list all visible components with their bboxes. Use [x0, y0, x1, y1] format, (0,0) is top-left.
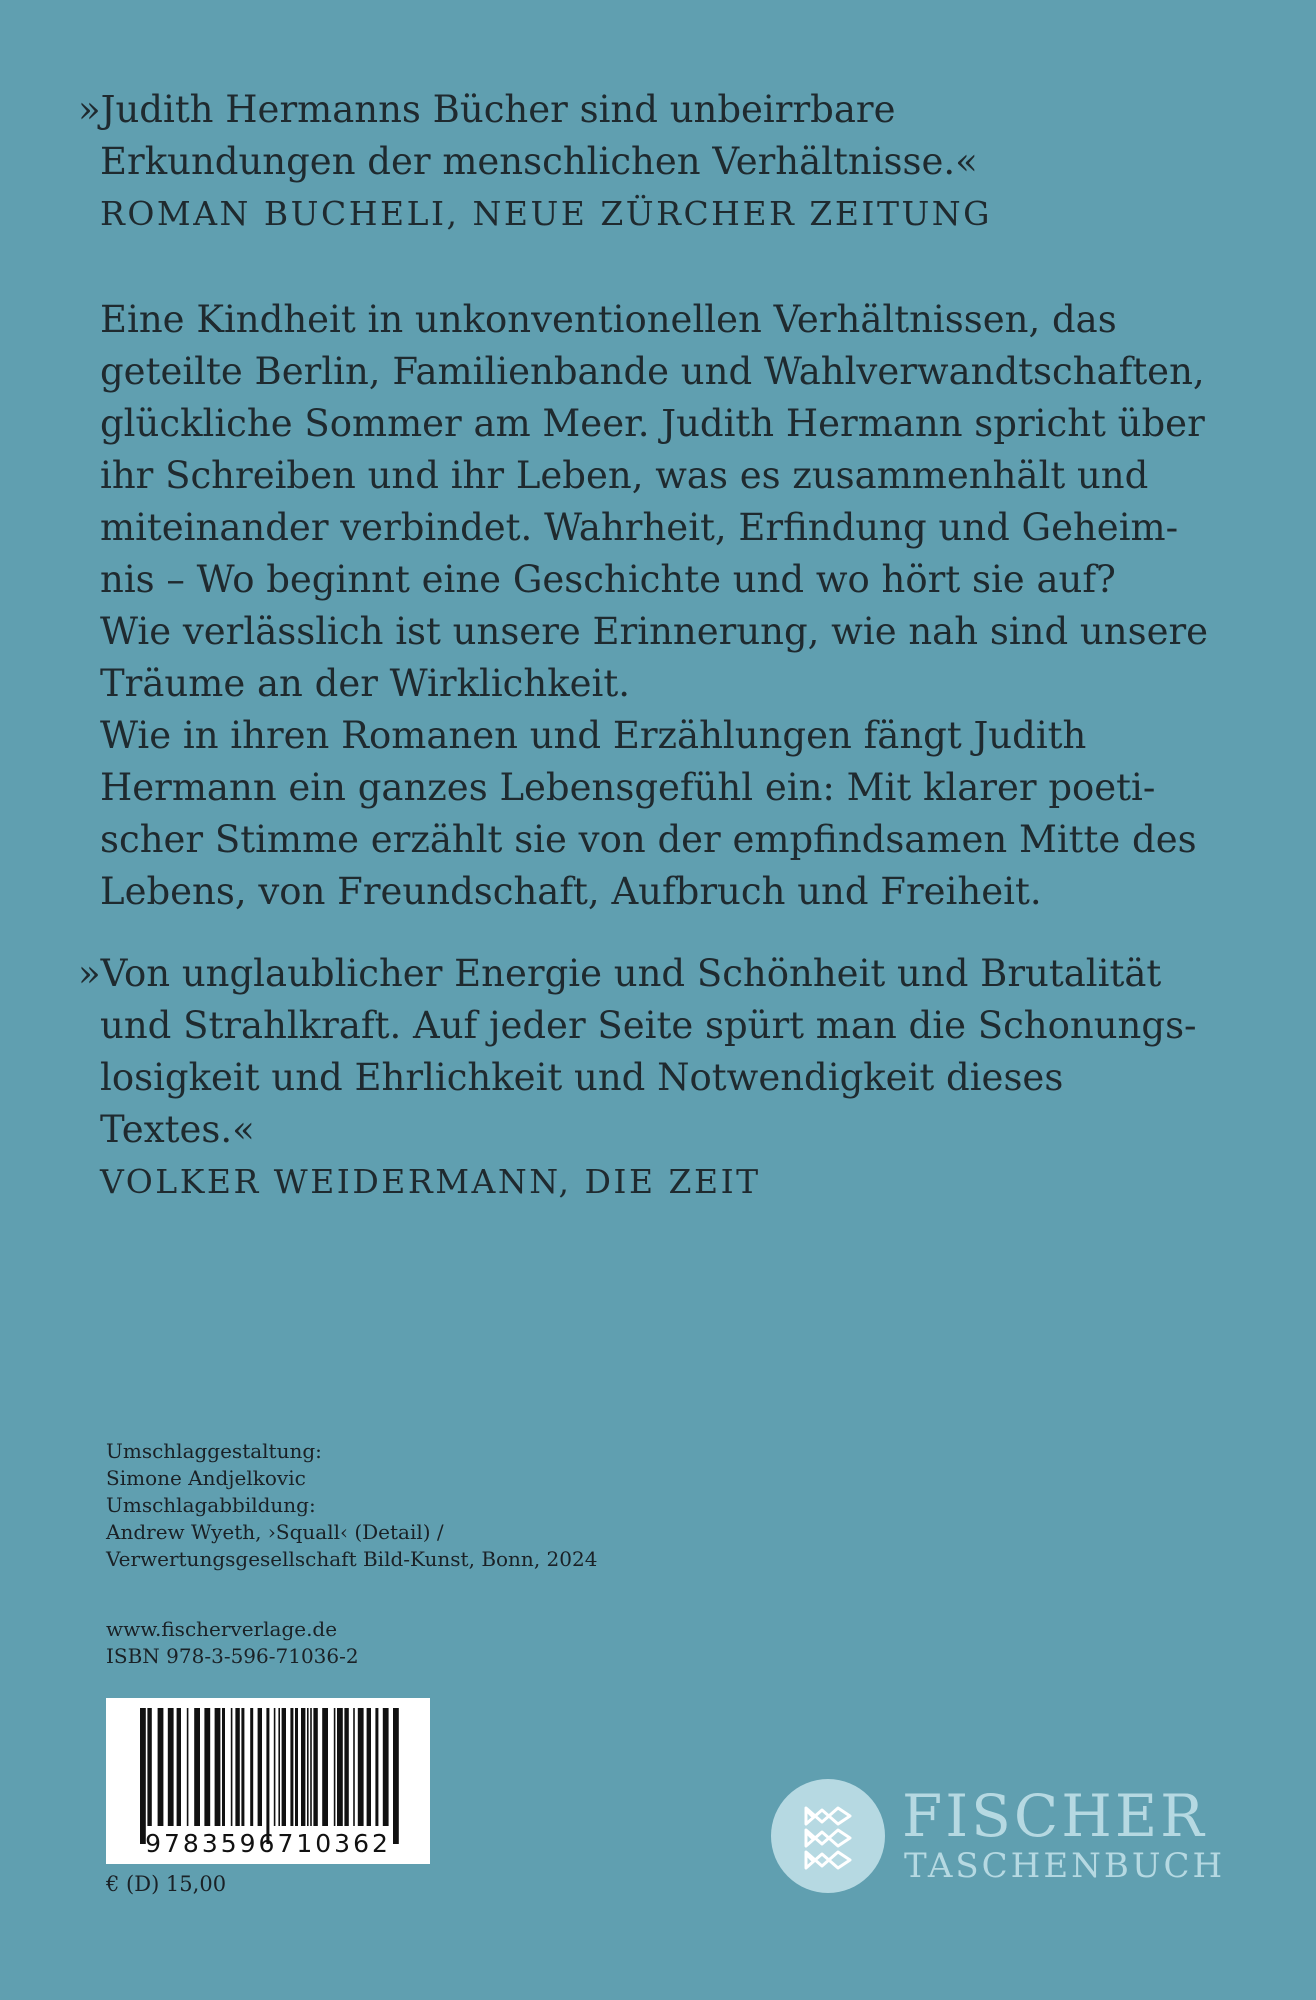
description-line: miteinander verbindet. Wahrheit, Erfindung und Geheim-: [100, 506, 1179, 549]
barcode-bar: [278, 1708, 280, 1826]
barcode-bar: [177, 1708, 181, 1826]
barcode: [106, 1698, 430, 1864]
description-line: Hermann ein ganzes Lebensgefühl ein: Mit klarer poeti-: [100, 766, 1156, 809]
quote-attribution: VOLKER WEIDERMANN, DIE ZEIT: [100, 1162, 761, 1201]
barcode-bar: [231, 1708, 233, 1826]
fish-emblem-icon: [770, 1778, 886, 1894]
quote-attribution: ROMAN BUCHELI, NEUE ZÜRCHER ZEITUNG: [100, 194, 993, 233]
isbn-label: ISBN 978-3-596-71036-2: [106, 1644, 359, 1668]
barcode-bar: [235, 1708, 239, 1826]
barcode-bar: [393, 1708, 399, 1844]
barcode-digits: 9783596710362: [145, 1829, 391, 1858]
barcode-bar: [383, 1708, 389, 1826]
barcode-bar: [266, 1708, 269, 1844]
barcode-bar: [194, 1708, 200, 1826]
description-line: Lebens, von Freundschaft, Aufbruch und Freiheit.: [100, 870, 1042, 913]
barcode-bar: [282, 1708, 286, 1826]
barcode-bar: [222, 1708, 225, 1826]
credit-line: Simone Andjelkovic: [106, 1466, 306, 1490]
quote-line: losigkeit und Ehrlichkeit und Notwendigkeit dieses Textes.«: [100, 1056, 1064, 1151]
barcode-bar: [140, 1708, 146, 1844]
description-line: Wie verlässlich ist unsere Erinnerung, wie nah sind unsere: [100, 610, 1209, 653]
barcode-bar: [358, 1708, 364, 1826]
barcode-bar: [204, 1708, 210, 1826]
book-description: [100, 294, 1240, 918]
cover-credits: [106, 1438, 597, 1573]
barcode-bar: [337, 1708, 343, 1826]
description-line: nis – Wo beginnt eine Geschichte und wo hört sie auf?: [100, 558, 1116, 601]
description-line: Eine Kindheit in unkonventionellen Verhältnissen, das: [100, 298, 1117, 341]
barcode-bar: [290, 1708, 293, 1826]
barcode-bar: [344, 1708, 348, 1826]
description-line: Wie in ihren Romanen und Erzählungen fängt Judith: [100, 714, 1087, 757]
barcode-bar: [301, 1708, 305, 1826]
credit-line: Umschlaggestaltung:: [106, 1439, 322, 1463]
barcode-bar: [375, 1708, 378, 1826]
quote-line: Erkundungen der menschlichen Verhältnisse.«: [100, 140, 978, 183]
barcode-bar: [307, 1708, 309, 1826]
barcode-bar: [258, 1708, 262, 1826]
barcode-bar: [187, 1708, 189, 1826]
quote-line: und Strahlkraft. Auf jeder Seite spürt man die Schonungs-: [100, 1004, 1197, 1047]
credit-line: Umschlagabbildung:: [106, 1493, 316, 1517]
publisher-name: FISCHER: [902, 1782, 1207, 1850]
barcode-bar: [168, 1708, 174, 1826]
quote-line: »Judith Hermanns Bücher sind unbeirrbare: [78, 88, 896, 131]
quote-line: »Von unglaublicher Energie und Schönheit und Brutalität: [78, 952, 1162, 995]
barcode-bar: [274, 1708, 276, 1826]
barcode-bar: [147, 1708, 151, 1826]
publisher-info: [106, 1616, 359, 1670]
barcode-bar: [353, 1708, 355, 1826]
publisher-logo: [770, 1778, 1230, 1898]
price-label: € (D) 15,00: [106, 1872, 227, 1896]
barcode-bar: [310, 1708, 312, 1826]
credit-line: Andrew Wyeth, ›Squall‹ (Detail) /: [106, 1520, 444, 1544]
review-quote-2: [78, 948, 1218, 1208]
barcode-bar: [295, 1708, 298, 1826]
barcode-bar: [241, 1708, 244, 1826]
barcode-bar: [215, 1708, 221, 1826]
credit-line: Verwertungsgesellschaft Bild-Kunst, Bonn, 2024: [106, 1547, 598, 1571]
description-line: ihr Schreiben und ihr Leben, was es zusammenhält und: [100, 454, 1149, 497]
barcode-bar: [334, 1708, 336, 1826]
barcode-bar: [367, 1708, 371, 1826]
description-line: glückliche Sommer am Meer. Judith Hermann spricht über: [100, 402, 1205, 445]
publisher-website: www.fischerverlage.de: [106, 1617, 338, 1641]
description-line: geteilte Berlin, Familienbande und Wahlverwandtschaften,: [100, 350, 1205, 393]
barcode-bar: [250, 1708, 253, 1826]
description-line: scher Stimme erzählt sie von der empfindsamen Mitte des: [100, 818, 1197, 861]
barcode-bar: [313, 1708, 317, 1826]
review-quote-1: [78, 84, 1218, 240]
description-line: Träume an der Wirklichkeit.: [100, 662, 630, 705]
publisher-imprint: TASCHENBUCH: [904, 1846, 1226, 1886]
barcode-bar: [322, 1708, 328, 1826]
barcode-bar: [158, 1708, 164, 1826]
